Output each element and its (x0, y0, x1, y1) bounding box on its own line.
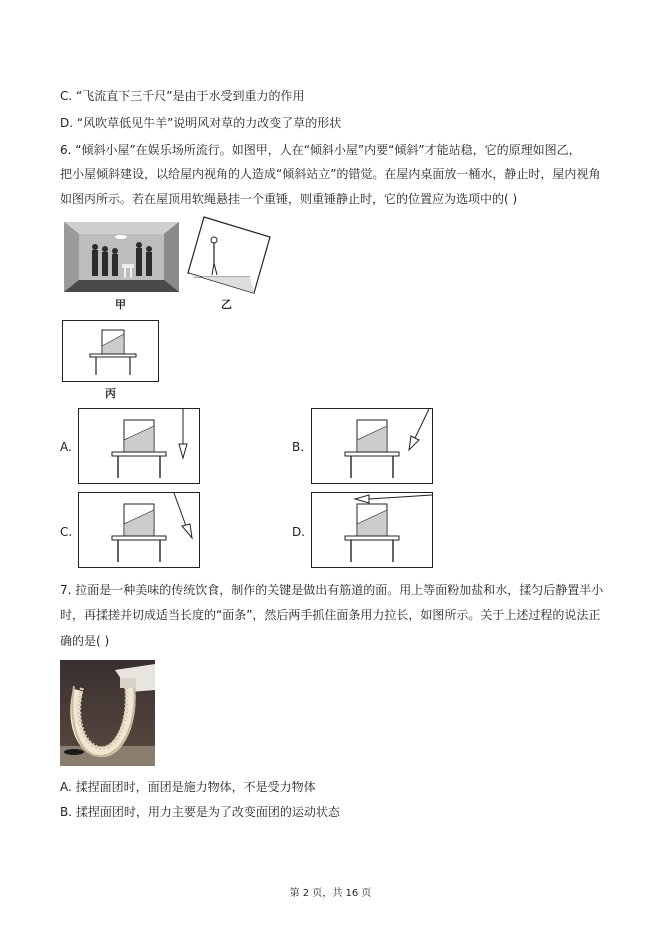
figure-jia-label: 甲 (115, 298, 126, 311)
noodle-pulling-photo (60, 660, 155, 766)
figure-bing-diagram (62, 320, 159, 382)
option-c-label: C. (60, 525, 73, 539)
figure-yi-diagram (184, 215, 274, 295)
question-6-line-2: 把小屋倾斜建设，以给屋内视角的人造成“倾斜站立”的错觉。在屋内桌面放一桶水，静止时，屋内视角 (60, 167, 601, 181)
option-a-diagram (78, 408, 200, 484)
option-c-diagram (78, 492, 200, 568)
question-7-line-3: 确的是( ) (60, 634, 110, 648)
question-7-option-b: B. 揉捏面团时，用力主要是为了改变面团的运动状态 (60, 805, 340, 819)
option-d-label: D. (292, 525, 306, 539)
question-7-line-2: 时，再揉搓并切成适当长度的“面条”，然后两手抓住面条用力拉长，如图所示。关于上述过程的说法正 (60, 608, 601, 622)
option-a-label: A. (60, 440, 72, 454)
question-6-line-1: 6. “倾斜小屋”在娱乐场所流行。如图甲，人在“倾斜小屋”内要“倾斜”才能站稳，它的原理如图乙， (60, 143, 581, 157)
figure-bing-label: 丙 (105, 387, 116, 400)
option-b-label: B. (292, 440, 305, 454)
option-c-text: C. “飞流直下三千尺”是由于水受到重力的作用 (60, 89, 305, 103)
figure-jia-photo (64, 222, 179, 292)
figure-yi-label: 乙 (221, 298, 232, 311)
question-6-line-3: 如图丙所示。若在屋顶用软绳悬挂一个重锤，则重锤静止时，它的位置应为选项中的( ) (60, 192, 518, 206)
question-7-line-1: 7. 拉面是一种美味的传统饮食，制作的关键是做出有筋道的面。用上等面粉加盐和水，揉匀后静置半小 (60, 583, 604, 597)
page-footer: 第 2 页，共 16 页 (289, 888, 372, 899)
option-d-diagram (311, 492, 433, 568)
option-b-diagram (311, 408, 433, 484)
question-7-option-a: A. 揉捏面团时，面团是施力物体，不是受力物体 (60, 780, 316, 794)
option-d-text: D. “风吹草低见牛羊”说明风对草的力改变了草的形状 (60, 116, 342, 130)
